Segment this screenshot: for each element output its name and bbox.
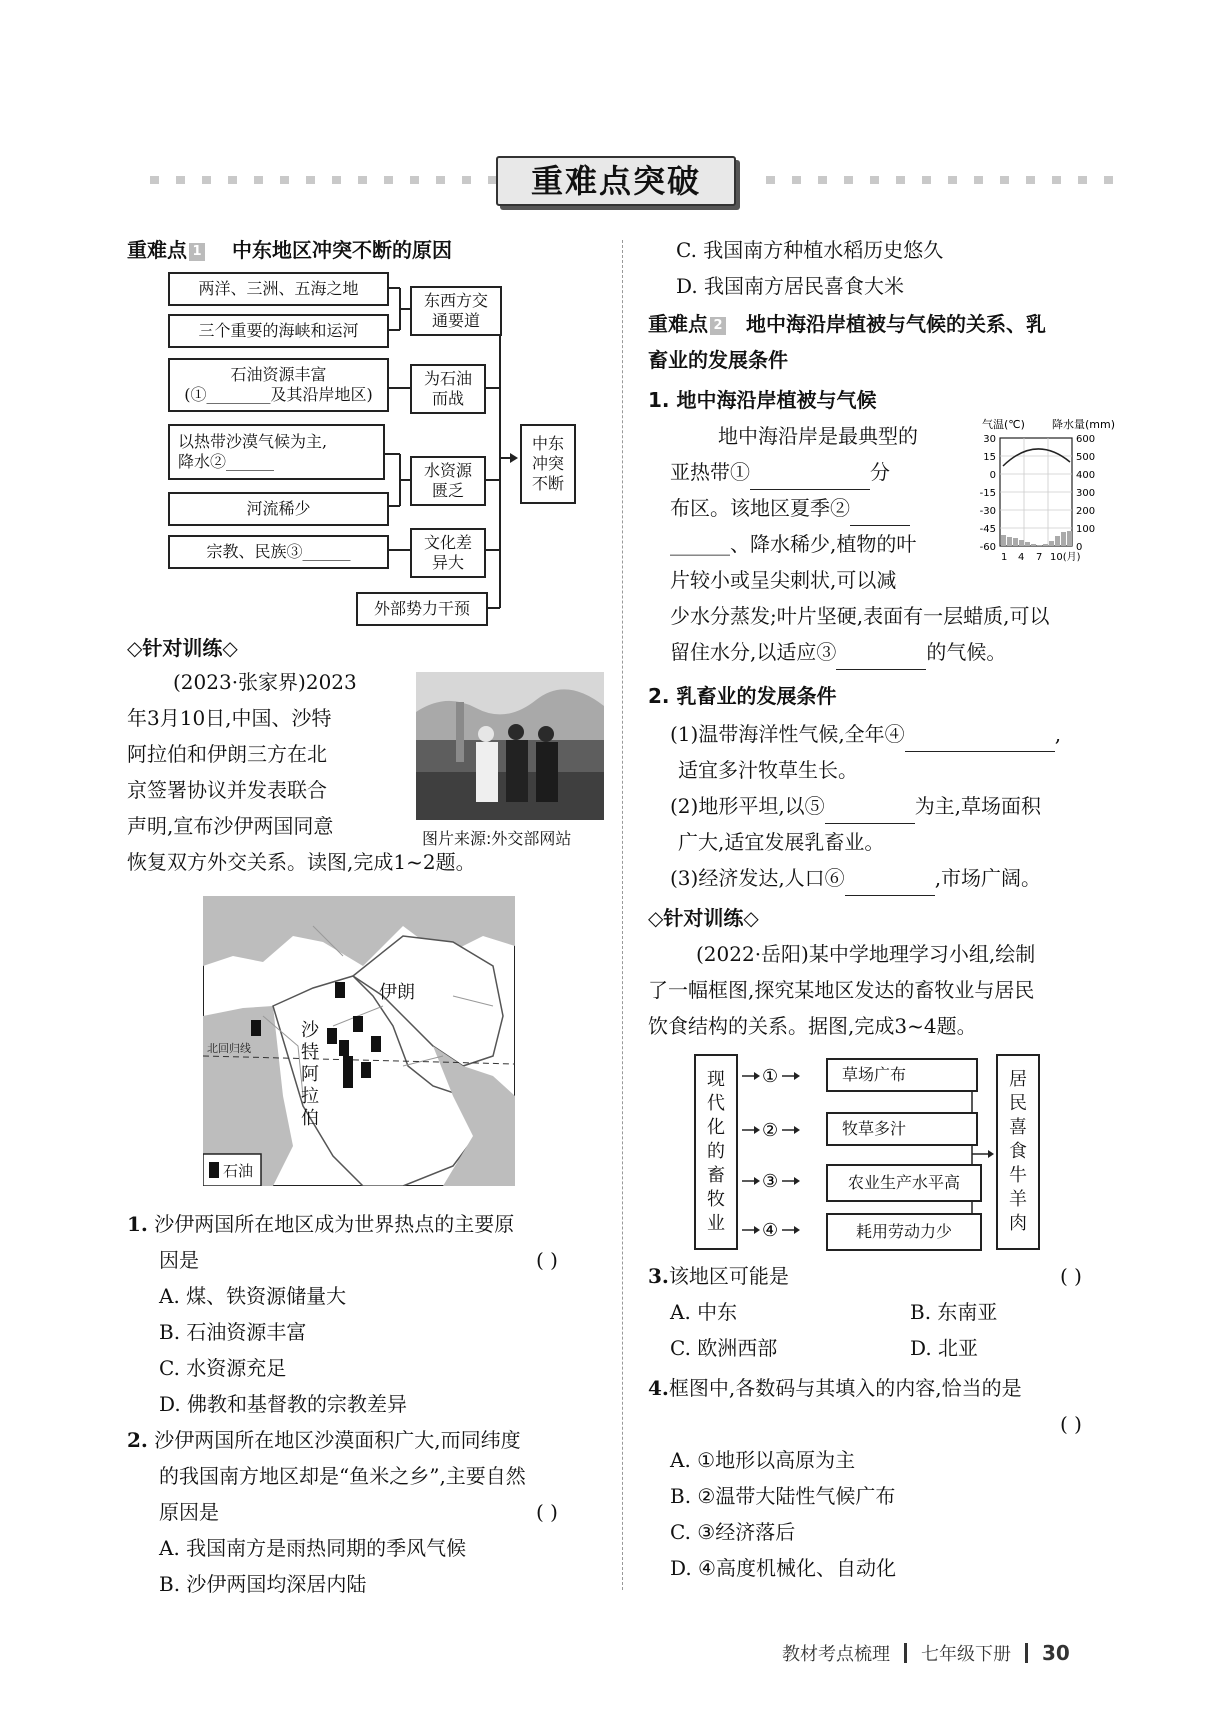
q2-number: 2. (127, 1428, 148, 1452)
flow-box-result: 中东冲突不断 (520, 424, 576, 504)
kp2-line7b: 的气候。 (926, 640, 1007, 664)
q1-option-a: A. 煤、铁资源储量大 (159, 1284, 347, 1308)
flow-box-oil-war: 为石油而战 (410, 364, 486, 414)
flow2-n4: ④ (762, 1220, 779, 1241)
flow-box-culture: 文化差异大 (410, 528, 486, 578)
blank-3[interactable] (836, 645, 926, 670)
flow2-box-2: 牧草多汁 (826, 1112, 978, 1146)
svg-text:7: 7 (1036, 552, 1043, 563)
signing-photo (416, 672, 604, 820)
kp2-line5: 片较小或呈尖刺状,可以减 (670, 568, 897, 592)
footer-book: 教材考点梳理 (782, 1644, 890, 1665)
kp2-sub2: 2. 乳畜业的发展条件 (648, 684, 837, 708)
flow-box-rivers: 河流稀少 (168, 492, 389, 526)
q4-option-d: D. ④高度机械化、自动化 (670, 1556, 896, 1580)
kp2-c2a: (2)地形平坦,以⑤ (670, 794, 825, 818)
map-legend: 石油 (223, 1162, 254, 1180)
flow2-left-box: 现代化的畜牧业 (694, 1054, 738, 1250)
saudi-label: 沙特阿拉伯 (301, 1020, 319, 1129)
footer-sep-2 (1025, 1643, 1028, 1663)
question-3 (648, 1258, 1128, 1366)
iran-label: 伊朗 (379, 982, 415, 1003)
kp2-line2b: 分 (870, 460, 890, 484)
q4-option-b: B. ②温带大陆性气候广布 (670, 1484, 896, 1508)
banner-dots-left (150, 176, 497, 184)
blank-5[interactable] (825, 799, 915, 824)
svg-text:30: 30 (983, 434, 996, 445)
kp2-line1: 地中海沿岸是最典型的 (718, 424, 918, 448)
climate-months (1001, 551, 1081, 563)
kp2-line7a: 留住水分,以适应③ (670, 640, 837, 664)
q4-option-a: A. ①地形以高原为主 (670, 1448, 856, 1472)
train1-line5: 声明,宣布沙伊两国同意 (127, 814, 334, 838)
svg-text:0: 0 (1076, 542, 1083, 553)
kp1-num-badge: 1 (189, 243, 205, 261)
train1-line4: 京签署协议并发表联合 (127, 778, 327, 802)
climate-temp-ticks (980, 434, 996, 553)
kp2-line4: ______、降水稀少,植物的叶 (670, 532, 917, 556)
q4-stem: 框图中,各数码与其填入的内容,恰当的是 (668, 1376, 1022, 1400)
flow2-n1: ① (762, 1066, 779, 1087)
flow-box-religion: 宗教、民族③______ (168, 535, 389, 569)
flow-box-climate-line2: 降水②______ (178, 452, 275, 471)
svg-text:-60: -60 (979, 542, 996, 553)
svg-text:0: 0 (989, 470, 996, 481)
question-4 (648, 1370, 1128, 1586)
svg-text:-45: -45 (979, 524, 996, 535)
blank-2[interactable] (850, 501, 910, 526)
kp1-label: 重难点 (127, 238, 187, 262)
svg-text:-15: -15 (979, 488, 996, 499)
flow-box-location: 两洋、三洲、五海之地 (168, 272, 389, 306)
train2-line3: 饮食结构的关系。据图,完成3~4题。 (648, 1014, 977, 1038)
kp2-para1-cont (670, 598, 1130, 670)
climate-chart (966, 414, 1126, 574)
flow-box-climate-line1: 以热带沙漠气候为主, (178, 432, 328, 451)
flow-box-route: 东西方交通要道 (410, 286, 502, 336)
kp2-para1 (670, 418, 970, 598)
q1-answer-paren: ( ) (536, 1248, 558, 1272)
question-1 (127, 1206, 617, 1422)
kp2-c3b: ,市场广阔。 (934, 866, 1042, 890)
svg-text:-30: -30 (979, 506, 996, 517)
climate-rain-bars (1001, 531, 1072, 546)
flow-box-straits: 三个重要的海峡和运河 (168, 314, 389, 348)
q1-option-c: C. 水资源充足 (159, 1356, 287, 1380)
svg-text:400: 400 (1076, 470, 1096, 481)
climate-temp-curve (1003, 449, 1070, 466)
climate-rain-ticks (1076, 434, 1095, 553)
climate-rain-label: 降水量(mm) (1052, 418, 1116, 431)
svg-text:1: 1 (1001, 552, 1008, 563)
flow-box-oil-line1: 石油资源丰富 (230, 365, 327, 384)
train1-label: ◇针对训练◇ (127, 636, 238, 660)
kp1-title: 中东地区冲突不断的原因 (231, 238, 452, 262)
flow-box-climate (168, 424, 385, 480)
column-divider (622, 240, 623, 1590)
flow-box-external: 外部势力干预 (356, 592, 488, 626)
kp2-title-line2: 畜业的发展条件 (648, 348, 788, 372)
kp2-c2b: 为主,草场面积 (914, 794, 1042, 818)
q2-stem-line2: 的我国南方地区却是“鱼米之乡”,主要自然 (159, 1464, 526, 1488)
flow2-box-3: 农业生产水平高 (826, 1164, 982, 1202)
kp2-sub1: 1. 地中海沿岸植被与气候 (648, 388, 877, 412)
train1-line6: 恢复双方外交关系。读图,完成1~2题。 (127, 850, 476, 874)
svg-text:500: 500 (1076, 452, 1096, 463)
flow2-right-box: 居民喜食牛羊肉 (996, 1054, 1040, 1250)
footer-grade: 七年级下册 (921, 1644, 1011, 1665)
q2-answer-paren: ( ) (536, 1500, 558, 1524)
q2-option-b: B. 沙伊两国均深居内陆 (159, 1572, 367, 1596)
blank-1[interactable] (750, 465, 870, 490)
blank-6[interactable] (845, 871, 935, 896)
q1-stem-line1: 沙伊两国所在地区成为世界热点的主要原 (154, 1212, 515, 1236)
train1-line2: 年3月10日,中国、沙特 (127, 706, 332, 730)
q1-option-b: B. 石油资源丰富 (159, 1320, 307, 1344)
flow2-box-4: 耗用劳动力少 (826, 1213, 982, 1251)
q3-option-a: A. 中东 (670, 1300, 738, 1324)
svg-text:300: 300 (1076, 488, 1096, 499)
page-footer (782, 1640, 1070, 1666)
svg-text:4: 4 (1018, 552, 1025, 563)
q4-answer-paren: ( ) (1060, 1412, 1082, 1436)
q2-stem-line1: 沙伊两国所在地区沙漠面积广大,而同纬度 (154, 1428, 521, 1452)
kp2-line6: 少水分蒸发;叶片坚硬,表面有一层蜡质,可以 (670, 604, 1050, 628)
flow2-n3: ③ (762, 1171, 779, 1192)
tropic-label: 北回归线 (207, 1042, 251, 1055)
middle-east-map (203, 896, 515, 1186)
q4-option-c: C. ③经济落后 (670, 1520, 796, 1544)
kp2-c1a: (1)温带海洋性气候,全年④ (670, 722, 905, 746)
kp2-c1c: 适宜多汁牧草生长。 (678, 758, 858, 782)
train2-line1: (2022·岳阳)某中学地理学习小组,绘制 (696, 942, 1036, 966)
photo-caption: 图片来源:外交部网站 (422, 829, 572, 848)
train1-line3: 阿拉伯和伊朗三方在北 (127, 742, 327, 766)
footer-sep-1 (904, 1643, 907, 1663)
banner-dots-right (766, 176, 1113, 184)
kp2-label: 重难点 (648, 312, 708, 336)
kp2-c3a: (3)经济发达,人口⑥ (670, 866, 845, 890)
q4-number: 4. (648, 1376, 669, 1400)
train2-text (648, 936, 1128, 1044)
q1-option-d: D. 佛教和基督教的宗教差异 (159, 1392, 408, 1416)
kp2-para2 (670, 716, 1130, 896)
svg-text:600: 600 (1076, 434, 1096, 445)
kp2-line2a: 亚热带① (670, 460, 750, 484)
flow-box-oil (168, 358, 389, 412)
q3-answer-paren: ( ) (1060, 1264, 1082, 1288)
flow2-n2: ② (762, 1120, 779, 1141)
kp1-heading (127, 234, 452, 263)
section-banner: 重难点突破 (496, 156, 736, 206)
kp2-num-badge: 2 (710, 317, 726, 335)
train2-line2: 了一幅框图,探究某地区发达的畜牧业与居民 (648, 978, 1035, 1002)
kp2-c2c: 广大,适宜发展乳畜业。 (678, 830, 885, 854)
q3-number: 3. (648, 1264, 669, 1288)
flow-box-oil-line2: (①________及其沿岸地区) (184, 385, 373, 404)
train1-text (127, 664, 417, 844)
kp2-heading (648, 306, 1128, 378)
kp2-c1b: , (1054, 722, 1062, 746)
q3-option-b: B. 东南亚 (910, 1300, 998, 1324)
svg-text:200: 200 (1076, 506, 1096, 517)
q3-stem: 该地区可能是 (668, 1264, 789, 1288)
q3-option-d: D. 北亚 (910, 1336, 979, 1360)
q2-option-d: D. 我国南方居民喜食大米 (676, 274, 905, 298)
climate-temp-label: 气温(℃) (982, 418, 1025, 431)
q2-options-continued (676, 232, 1116, 304)
train2-label: ◇针对训练◇ (648, 906, 759, 930)
flow2-box-1: 草场广布 (826, 1058, 978, 1092)
svg-text:15: 15 (983, 452, 996, 463)
flow-box-water: 水资源匮乏 (410, 456, 486, 506)
q1-stem-line2: 因是 (159, 1248, 199, 1272)
train1-line1: (2023·张家界)2023 (173, 670, 357, 694)
kp2-title-line1: 地中海沿岸植被与气候的关系、乳 (746, 312, 1046, 336)
q3-option-c: C. 欧洲西部 (670, 1336, 778, 1360)
kp2-line3a: 布区。该地区夏季② (670, 496, 850, 520)
q2-option-c: C. 我国南方种植水稻历史悠久 (676, 238, 944, 262)
q1-number: 1. (127, 1212, 148, 1236)
q2-stem-line3: 原因是 (159, 1500, 219, 1524)
q2-option-a: A. 我国南方是雨热同期的季风气候 (159, 1536, 467, 1560)
blank-4[interactable] (905, 727, 1055, 752)
page-number: 30 (1042, 1641, 1070, 1665)
svg-text:10(月): 10(月) (1050, 552, 1081, 563)
svg-text:100: 100 (1076, 524, 1096, 535)
